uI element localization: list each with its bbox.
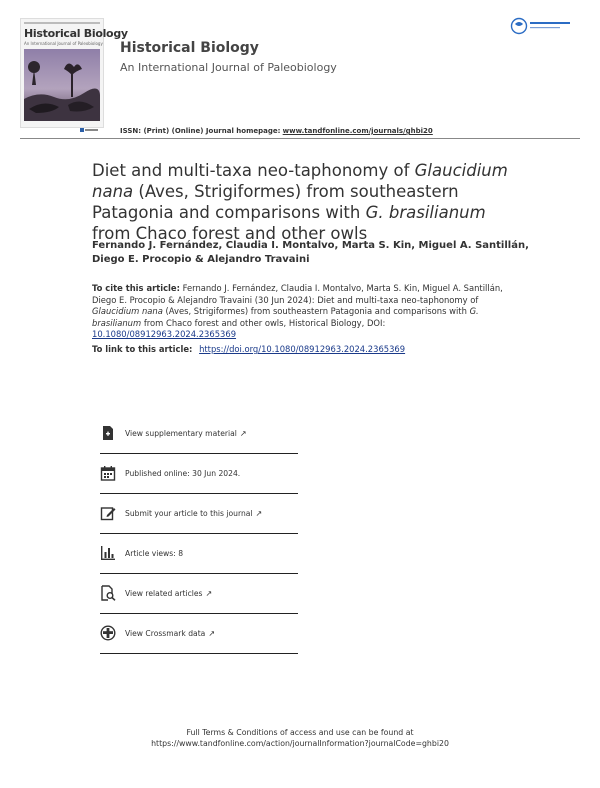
view-related-articles-link[interactable] [100,582,298,614]
footer [0,727,600,749]
issn-label: ISSN: (Print) (Online) Journal homepage: [120,127,281,135]
cover-subtitle: An International Journal of Paleobiology [24,41,103,46]
action-divider [100,653,298,654]
title-part-2: (Aves, Strigiformes) from southeastern Patagonia and comparisons with [92,182,459,222]
citation-text-b: (Aves, Strigiformes) from southeastern Patagonia and comparisons with [162,306,470,316]
article-title [92,160,522,244]
action-divider [100,493,298,494]
citation-doi-link[interactable]: 10.1080/08912963.2024.2365369 [92,329,237,339]
citation-label: To cite this article: [92,283,180,293]
crossmark-icon [100,625,116,641]
document-plus-icon [100,425,116,441]
edit-icon [100,505,116,521]
action-label: Submit your article to this journal [125,509,253,518]
citation-taxon-a: Glaucidium nana [92,306,163,316]
submit-article-link[interactable] [100,502,298,534]
title-part-1: Diet and multi-taxa neo-taphonomy of [92,161,415,180]
doi-link[interactable]: https://doi.org/10.1080/08912963.2024.2365369 [199,344,406,354]
external-link-icon: ↗ [255,509,263,518]
action-divider [100,533,298,534]
publisher-small-logo [80,127,98,133]
action-label: Published online: 30 Jun 2024. [125,469,241,478]
taylor-francis-logo[interactable] [510,16,582,36]
action-divider [100,573,298,574]
journal-subtitle: An International Journal of Paleobiology [120,61,337,74]
citation-taxon-b: G. brasilianum [92,306,479,328]
article-link-line [92,344,405,354]
journal-title[interactable]: Historical Biology [120,40,259,56]
title-part-3: from Chaco forest and other owls [92,224,368,243]
citation-text-a: Fernando J. Fernández, Claudia I. Montalvo, Marta S. Kin, Miguel A. Santillán, Diego E. Procopio & Alejandro Travaini (30 Jun 2024): Diet and multi-taxa neo-taphonomy of [92,283,503,305]
external-link-icon: ↗ [239,429,247,438]
published-online-item [100,462,298,494]
article-authors: Fernando J. Fernández, Claudia I. Montalvo, Marta S. Kin, Miguel A. Santillán, Diego E. Procopio & Alejandro Travaini [92,240,529,265]
action-label: Article views: 8 [125,549,184,558]
action-label: View related articles [125,589,203,598]
search-document-icon [100,585,116,601]
action-label: View Crossmark data [125,629,206,638]
bar-chart-icon [100,545,116,561]
external-link-icon: ↗ [208,629,216,638]
external-link-icon: ↗ [205,589,213,598]
article-views-item [100,542,298,574]
cover-title: Historical Biology [24,27,128,40]
view-supplementary-material-link[interactable] [100,422,298,454]
citation-text-c: from Chaco forest and other owls, Historical Biology, DOI: [141,317,386,328]
action-divider [100,453,298,454]
journal-cover-image [20,18,128,128]
cover-artwork [24,49,100,121]
citation-block [92,283,512,341]
link-label: To link to this article: [92,344,193,354]
calendar-icon [100,465,116,481]
footer-terms-text: Full Terms & Conditions of access and use can be found at [186,728,414,737]
footer-terms-link[interactable]: https://www.tandfonline.com/action/journalInformation?journalCode=ghbi20 [151,739,449,748]
cover-top-rule [24,22,100,24]
header-divider [20,138,580,139]
title-taxon-1: Glaucidium nana [92,161,508,201]
action-divider [100,613,298,614]
view-crossmark-data-link[interactable] [100,622,298,654]
title-taxon-2: G. brasilianum [365,203,486,222]
action-label: View supplementary material [125,429,237,438]
journal-homepage-link[interactable]: www.tandfonline.com/journals/ghbi20 [282,127,433,135]
issn-line [120,127,433,135]
